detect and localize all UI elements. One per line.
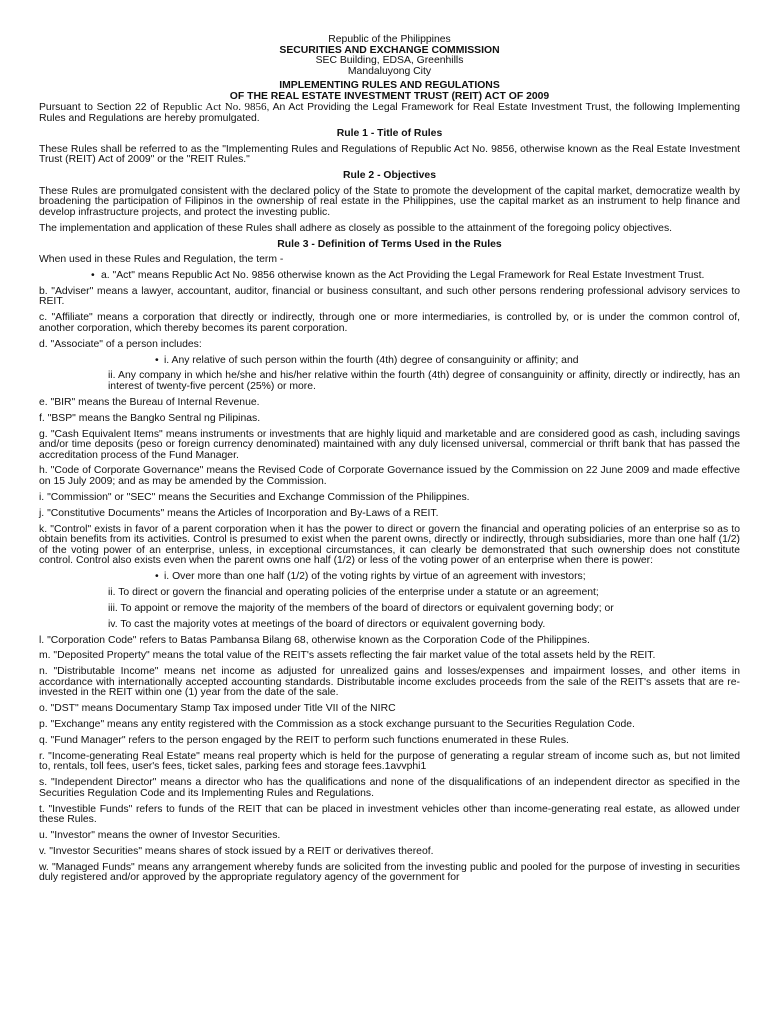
term-g: g. "Cash Equivalent Items" means instruments or investments that are highly liquid and marketable and are considered good as cash, including savings and/or time deposits (peso or foreign currency denominated) maintained with any duly licensed universal, commercial or thrift bank that has passed the accreditation process of the Fund Manager. — [39, 428, 740, 461]
term-k-ii: ii. To direct or govern the financial and operating policies of the enterprise under a statute or an agreement; — [108, 586, 599, 598]
intro-post: , An Act Providing the Legal Framework for Real Estate Investment Trust, the following Implementing Rules and Regulations are hereby promulgated. — [39, 102, 740, 124]
rule3-list-a — [39, 271, 740, 282]
term-s: s. "Independent Director" means a director who has the qualifications and none of the disqualifications of an independent director as specified in the Securities Regulation Code and its Implementing Rules and Regulations. — [39, 777, 740, 799]
term-i: i. "Commission" or "SEC" means the Securities and Exchange Commission of the Philippines. — [39, 491, 470, 503]
term-c: c. "Affiliate" means a corporation that directly or indirectly, through one or more intermediaries, is controlled by, or is under the common control of, another corporation, which thereby becomes its parent corporation. — [39, 312, 740, 334]
term-v: v. "Investor Securities" means shares of stock issued by a REIT or derivatives thereof. — [39, 846, 434, 857]
term-k: k. "Control" exists in favor of a parent corporation when it has the power to direct or govern the financial and operating policies of an enterprise so as to obtain benefits from its activities. Control is presumed to exist when the parent owns, directly or indirectly, through subsidiaries, more than one half (1/2) of the voting power of an enterprise, unless, in exceptional circumstances, it can clearly be demonstrated that such ownership does not constitute control. Control also exists even when the parent owns one half (1/2) or less of the voting power of an enterprise when there is power: — [39, 523, 740, 567]
document-header — [39, 35, 740, 102]
term-r: r. "Income-generating Real Estate" means real property which is held for the purpose of generating a regular stream of income such as, but not limited to, rentals, toll fees, user's fees, ticket sales, parking fees and storage fees.1avvphi1 — [39, 750, 740, 773]
term-t: t. "Investible Funds" refers to funds of the REIT that can be placed in investment vehicles other than income-generating real estate, as allowed under these Rules. — [39, 803, 740, 826]
term-d-ii: ii. Any company in which he/she and his/her relative within the fourth (4th) degree of consanguinity or affinity, directly or indirectly, has an interest of twenty-five percent (25%) or more. — [108, 370, 740, 392]
term-q: q. "Fund Manager" refers to the person engaged by the REIT to perform such functions enumerated in these Rules. — [39, 735, 569, 747]
term-k-i: • i. Over more than one half (1/2) of the voting rights by virtue of an agreement with investors; — [164, 572, 740, 583]
term-d: d. "Associate" of a person includes: — [39, 338, 202, 350]
rule2-heading: Rule 2 - Objectives — [343, 170, 436, 182]
intro-paragraph — [39, 102, 740, 124]
term-p: p. "Exchange" means any entity registered with the Commission as a stock exchange pursuant to the Securities Regulation Code. — [39, 719, 635, 731]
term-k-list — [39, 572, 740, 583]
document-title-2: OF THE REAL ESTATE INVESTMENT TRUST (REIT) ACT OF 2009 — [229, 90, 550, 102]
term-b: b. "Adviser" means a lawyer, accountant, auditor, financial or business consultant, and such other persons rendering professional advisory services to REIT. — [39, 285, 740, 308]
rule1-heading: Rule 1 - Title of Rules — [336, 128, 443, 140]
term-a: • a. "Act" means Republic Act No. 9856 otherwise known as the Act Providing the Legal Framework for Real Estate Investment Trust. — [101, 271, 740, 282]
document-title-1: IMPLEMENTING RULES AND REGULATIONS — [279, 80, 500, 91]
intro-pre: Pursuant to Section 22 of — [39, 102, 163, 113]
header-address-2: Mandaluyong City — [347, 65, 432, 77]
rule2-paragraph-1: These Rules are promulgated consistent with the declared policy of the State to promote the development of the capital market, democratize wealth by broadening the participation of Filipinos in the ownership of real estate in the Philippines, use the capital market as an instrument to help finance and develop infrastructure projects, and protect the investing public. — [39, 185, 740, 218]
rule3-heading: Rule 3 - Definition of Terms Used in the Rules — [277, 238, 502, 250]
term-k-iv: iv. To cast the majority votes at meetings of the board of directors or equivalent governing body. — [108, 618, 546, 630]
term-l: l. "Corporation Code" refers to Batas Pambansa Bilang 68, otherwise known as the Corporation Code of the Philippines. — [39, 634, 590, 646]
term-e: e. "BIR" means the Bureau of Internal Revenue. — [39, 396, 260, 408]
term-m: m. "Deposited Property" means the total value of the REIT's assets reflecting the fair market value of the total assets held by the REIT. — [39, 650, 656, 662]
rule3-lead: When used in these Rules and Regulation, the term - — [39, 254, 284, 266]
term-k-iii: iii. To appoint or remove the majority of the members of the board of directors or equivalent governing body; or — [108, 602, 614, 614]
term-d-list — [39, 356, 740, 367]
term-o: o. "DST" means Documentary Stamp Tax imposed under Title VII of the NIRC — [39, 703, 396, 715]
term-w: w. "Managed Funds" means any arrangement whereby funds are solicited from the investing public and pooled for the purpose of investing in securities duly registered and/or approved by the appropriate regulatory agency of the government for — [39, 861, 740, 884]
intro-act: Republic Act No. 9856 — [162, 101, 267, 113]
term-d-i: • i. Any relative of such person within the fourth (4th) degree of consanguinity or affinity; and — [164, 356, 740, 367]
header-republic: Republic of the Philippines — [328, 34, 451, 45]
term-u: u. "Investor" means the owner of Investor Securities. — [39, 830, 281, 842]
header-agency: SECURITIES AND EXCHANGE COMMISSION — [279, 44, 500, 56]
rule1-text: These Rules shall be referred to as the "Implementing Rules and Regulations of Republic Act No. 9856, otherwise known as the Real Estate Investment Trust (REIT) Act of 2009" or the "REIT Rules." — [39, 143, 740, 166]
term-j: j. "Constitutive Documents" means the Articles of Incorporation and By-Laws of a REIT. — [39, 507, 439, 519]
rule2-paragraph-2: The implementation and application of these Rules shall adhere as closely as possible to the attainment of the foregoing policy objectives. — [39, 222, 673, 234]
term-f: f. "BSP" means the Bangko Sentral ng Pilipinas. — [39, 412, 261, 424]
term-h: h. "Code of Corporate Governance" means the Revised Code of Corporate Governance issued by the Commission on 22 June 2009 and made effective on 15 July 2009; and as may be amended by the Commission. — [39, 465, 740, 487]
header-address-1: SEC Building, EDSA, Greenhills — [315, 55, 464, 66]
term-n: n. "Distributable Income" means net income as adjusted for unrealized gains and losses/expenses and impairment losses, and other items in accordance with internationally accepted accounting standards. Distributable income excludes proceeds from the sale of the REIT's assets that are re-invested in the REIT within one (1) year from the date of the sale. — [39, 666, 740, 699]
